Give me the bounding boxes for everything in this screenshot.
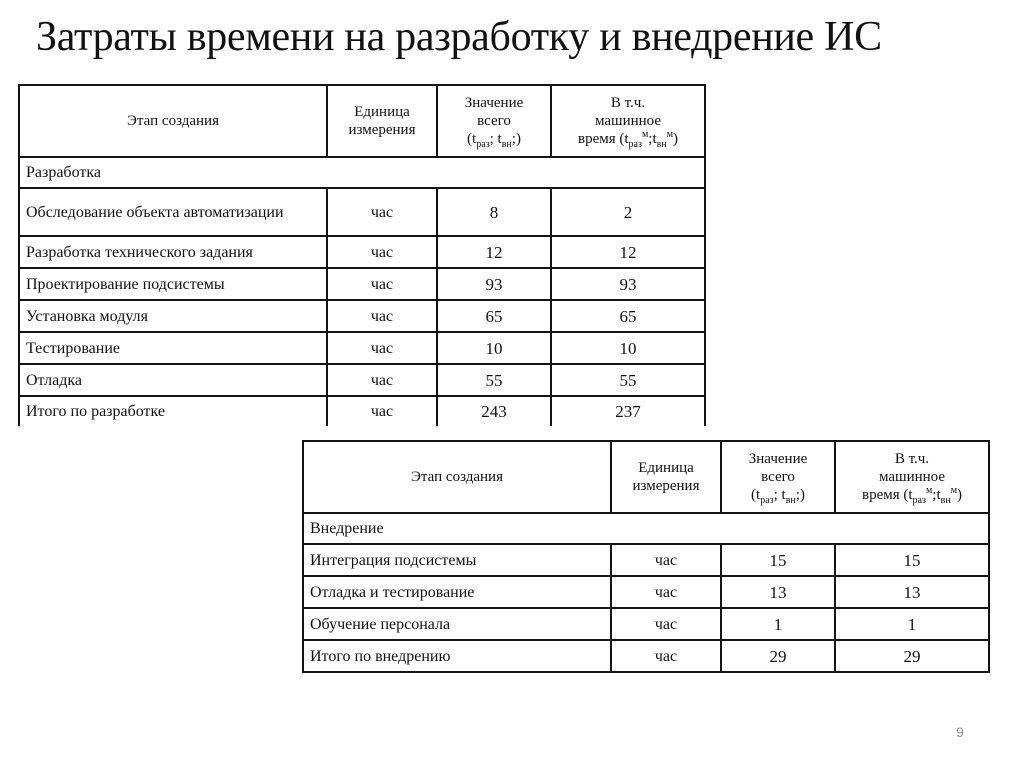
cell-unit: час xyxy=(327,188,437,236)
cell-total: 8 xyxy=(437,188,551,236)
header-unit xyxy=(611,441,721,513)
header-total xyxy=(721,441,835,513)
cell-unit: час xyxy=(327,332,437,364)
cell-machine: 13 xyxy=(835,576,989,608)
table-row-total xyxy=(303,640,989,672)
cell-unit: час xyxy=(611,640,721,672)
header-machine-line2: машинное xyxy=(878,469,946,485)
cell-unit: час xyxy=(327,268,437,300)
cell-total: 65 xyxy=(437,300,551,332)
header-total-formula: ($t_{раз}$; $t_{вн}$;) xyxy=(751,487,805,506)
cell-machine: 15 xyxy=(835,544,989,576)
cell-total: 15 xyxy=(721,544,835,576)
deployment-table xyxy=(302,440,990,673)
table-row xyxy=(19,268,705,300)
header-unit xyxy=(327,85,437,157)
cell-total: 93 xyxy=(437,268,551,300)
section-row xyxy=(19,157,705,188)
table-header-row xyxy=(303,441,989,513)
header-machine-formula: время $(t_{раз}^м;t_{вн}^м)$ xyxy=(861,485,963,506)
table-row xyxy=(303,608,989,640)
cell-unit: час xyxy=(327,300,437,332)
cell-machine: 12 xyxy=(551,236,705,268)
header-machine-line2: машинное xyxy=(594,113,662,129)
table-row xyxy=(19,236,705,268)
cell-total: 10 xyxy=(437,332,551,364)
cell-stage: Обучение персонала xyxy=(303,608,611,640)
cell-unit: час xyxy=(611,544,721,576)
cell-unit: час xyxy=(611,608,721,640)
development-table xyxy=(18,84,706,426)
header-unit-line1: Единица xyxy=(638,460,694,476)
cell-stage: Отладка и тестирование xyxy=(303,576,611,608)
cell-stage: Итого по внедрению xyxy=(303,640,611,672)
table-row xyxy=(19,332,705,364)
section-label: Разработка xyxy=(19,157,705,188)
header-machine xyxy=(551,85,705,157)
cell-stage: Проектирование подсистемы xyxy=(19,268,327,300)
header-stage: Этап создания xyxy=(19,85,327,157)
header-total-line2: всего xyxy=(761,469,795,485)
header-unit-line2: измерения xyxy=(632,478,700,494)
header-machine-line1: В т.ч. xyxy=(610,95,646,111)
cell-stage: Отладка xyxy=(19,364,327,396)
section-row xyxy=(303,513,989,544)
header-machine-formula: время $(t_{раз}^м;t_{вн}^м)$ xyxy=(577,129,679,150)
page-number: 9 xyxy=(956,724,964,740)
cell-total: 1 xyxy=(721,608,835,640)
cell-total: 29 xyxy=(721,640,835,672)
header-total xyxy=(437,85,551,157)
cell-machine: 55 xyxy=(551,364,705,396)
page-title: Затраты времени на разработку и внедрение ИС xyxy=(36,14,882,60)
cell-machine: 2 xyxy=(551,188,705,236)
table-row-total xyxy=(19,396,705,426)
section-label: Внедрение xyxy=(303,513,989,544)
table-row xyxy=(303,576,989,608)
header-unit-line1: Единица xyxy=(354,104,410,120)
cell-total: 12 xyxy=(437,236,551,268)
cell-unit: час xyxy=(327,396,437,426)
header-total-line1: Значение xyxy=(464,95,524,111)
header-total-line2: всего xyxy=(477,113,511,129)
table-row xyxy=(19,300,705,332)
cell-machine: 65 xyxy=(551,300,705,332)
table-row xyxy=(19,188,705,236)
cell-total: 55 xyxy=(437,364,551,396)
cell-stage: Установка модуля xyxy=(19,300,327,332)
cell-machine: 1 xyxy=(835,608,989,640)
cell-unit: час xyxy=(327,236,437,268)
table-header-row xyxy=(19,85,705,157)
header-total-line1: Значение xyxy=(748,451,808,467)
cell-stage: Интеграция подсистемы xyxy=(303,544,611,576)
cell-stage: Итого по разработке xyxy=(19,396,327,426)
cell-stage: Тестирование xyxy=(19,332,327,364)
cell-total: 13 xyxy=(721,576,835,608)
cell-machine: 10 xyxy=(551,332,705,364)
cell-stage: Разработка технического задания xyxy=(19,236,327,268)
cell-unit: час xyxy=(327,364,437,396)
cell-machine: 29 xyxy=(835,640,989,672)
header-unit-line2: измерения xyxy=(348,122,416,138)
table-row xyxy=(19,364,705,396)
header-machine xyxy=(835,441,989,513)
cell-unit: час xyxy=(611,576,721,608)
cell-stage: Обследование объекта автоматизации xyxy=(19,188,327,236)
cell-machine: 237 xyxy=(551,396,705,426)
header-machine-line1: В т.ч. xyxy=(894,451,930,467)
header-stage: Этап создания xyxy=(303,441,611,513)
cell-machine: 93 xyxy=(551,268,705,300)
cell-total: 243 xyxy=(437,396,551,426)
header-total-formula: ($t_{раз}$; $t_{вн}$;) xyxy=(467,131,521,150)
table-row xyxy=(303,544,989,576)
